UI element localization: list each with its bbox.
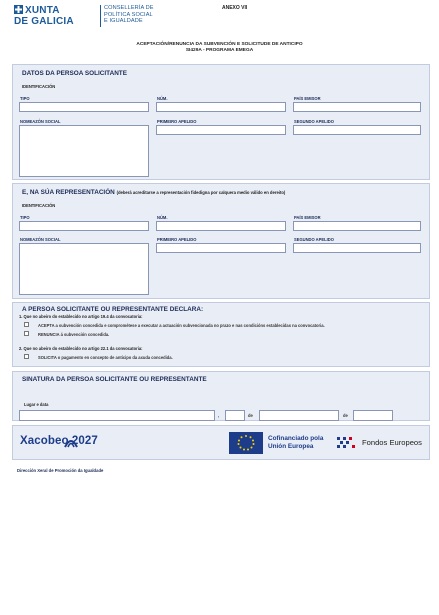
brand-line1: XUNTA [25,5,60,16]
request-advance-text: SOLICITA o pagamento en concepto de anticipo da axuda concedida. [38,355,173,360]
rep-identification-label: IDENTIFICACIÓN [22,203,56,208]
identification-label: IDENTIFICACIÓN [22,84,56,89]
declaration-item1: 1. Que no abeiro do establecido no artigo 19.4 da convocatoria: [19,314,143,319]
rep-segundo-apelido-field[interactable] [293,243,421,253]
rep-nomeazon-field[interactable] [19,243,149,295]
xunta-emblem-icon [14,5,23,14]
annex-label: ANEXO VII [222,5,248,11]
signature-section [12,371,430,421]
renounce-option-text: RENUNCIA á subvención concedida. [38,332,110,337]
direccion-xeral-text: Dirección Xeral de Promoción da Igualdade [17,468,104,473]
dept-line3: E IGUALDADE [104,18,143,25]
pais-emisor-label: PAÍS EMISOR [294,96,321,101]
segundo-apelido-label: SEGUNDO APELIDO [294,119,334,124]
primeiro-apelido-field[interactable] [156,125,286,135]
day-field[interactable] [225,410,245,421]
num-field[interactable] [156,102,286,112]
rep-tipo-field[interactable] [19,221,149,231]
place-date-label: Lugar e data [24,402,49,407]
segundo-apelido-field[interactable] [293,125,421,135]
signature-title: SINATURA DA PERSOA SOLICITANTE OU REPRESENTANTE [22,376,207,383]
pais-emisor-field[interactable] [293,102,421,112]
xacobeo-logo [20,435,98,447]
rep-nomeazon-label: NOMEAZÓN SOCIAL [20,237,61,242]
xacobeo-text: Xacobeo 2027 [20,435,98,447]
nomeazon-label: NOMEAZÓN SOCIAL [20,119,61,124]
representative-section-title [22,189,285,196]
tipo-label: TIPO [20,96,30,101]
logo-divider [100,5,101,27]
accept-checkbox[interactable] [24,322,29,327]
document-title [0,42,439,54]
applicant-section-title: DATOS DA PERSOA SOLICITANTE [22,70,127,77]
xacobeo-shell-icon [63,435,79,449]
primeiro-apelido-label: PRIMEIRO APELIDO [157,119,197,124]
rep-num-field[interactable] [156,221,286,231]
fondos-europeos-icon [335,435,357,451]
brand-line2: DE GALICIA [14,16,74,27]
footer-logos [12,425,430,460]
renounce-checkbox[interactable] [24,331,29,336]
year-field[interactable] [353,410,393,421]
declaration-title: A PERSOA SOLICITANTE OU REPRESENTANTE DECLARA: [22,306,204,313]
representative-title-text: E, NA SÚA REPRESENTACIÓN [22,189,115,196]
accept-option-text: ACEPTA a subvención concedida e comprométese a executar a actuación subvencionada no prazo e nas condicións establecidas na convocatoria. [38,323,325,328]
eu-line1: Cofinanciado pola [268,435,324,442]
fondos-europeos-text: Fondos Europeos [362,438,422,447]
place-field[interactable] [19,410,215,421]
rep-tipo-label: TIPO [20,215,30,220]
rep-pais-emisor-label: PAÍS EMISOR [294,215,321,220]
dept-line1: CONSELLERÍA DE [104,5,154,11]
de-separator-1: de [248,413,253,418]
de-separator-2: de [343,413,348,418]
declaration-section [12,302,430,367]
eu-line2: Unión Europea [268,443,314,450]
rep-segundo-apelido-label: SEGUNDO APELIDO [294,237,334,242]
dept-line2: POLÍTICA SOCIAL [104,11,153,18]
applicant-section [12,64,430,180]
eu-cofinanced-text [268,435,323,451]
eu-flag-icon [229,432,263,454]
rep-primeiro-apelido-field[interactable] [156,243,286,253]
num-label: NÚM. [157,96,168,101]
representative-subtitle: (deberá acreditarse a representación fidedigna por calquera medio válido en dereito) [116,190,286,195]
rep-num-label: NÚM. [157,215,168,220]
declaration-item2: 2. Que no abeiro do establecido no artigo 22.1 da convocatoria: [19,346,143,351]
rep-primeiro-apelido-label: PRIMEIRO APELIDO [157,237,197,242]
nomeazon-field[interactable] [19,125,149,177]
comma-separator: , [218,413,220,418]
month-field[interactable] [259,410,339,421]
rep-pais-emisor-field[interactable] [293,221,421,231]
request-advance-checkbox[interactable] [24,354,29,359]
tipo-field[interactable] [19,102,149,112]
representative-section [12,183,430,299]
title-line1: ACEPTACIÓN/RENUNCIA DA SUBVENCIÓN E SOLICITUDE DE ANTICIPO [136,42,303,47]
title-line2: SI429A - PROGRAMA EMEGA [185,48,254,53]
